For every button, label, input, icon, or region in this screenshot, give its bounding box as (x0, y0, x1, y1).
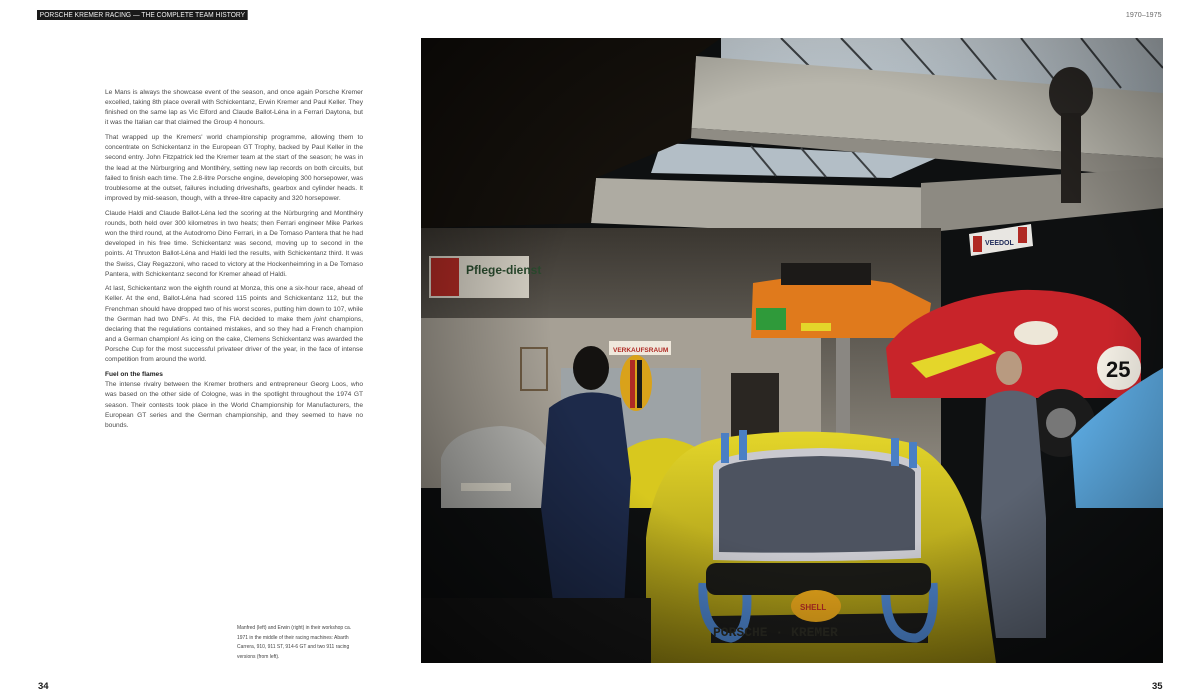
workshop-photo (421, 38, 1163, 663)
chapter-date-range: 1970–1975 (1126, 10, 1162, 19)
paragraph-monza-part2: champions, declaring that the regulations contained mistakes, and so they had a French champion and a German champion! As icing on the cake, Clemens Schickentanz was awarded the Porsche Cup for the most successful privateer driver of the year, in the face of intense competition from around the world. (105, 315, 363, 364)
page-number-left: 34 (38, 681, 49, 692)
paragraph-monza-part1: At last, Schickentanz won the eighth round at Monza, this one a six-hour race, ahead of Keller. At the end, Ballot-Léna had scored 115 points and Schickentanz 112, but the Frenchman should have dropped two of his worst scores, putting him down to 107, while the German had two DNFs. At this, the FIA decided to make them (105, 285, 363, 323)
emphasis-joint: joint (314, 315, 327, 323)
paragraph-rivalry: The intense rivalry between the Kremer brothers and entrepreneur Georg Loos, who was based on the other side of Cologne, was in the spotlight throughout the 1974 GT season. Their contests took place in the World Championship for Manufacturers, the European GT series and the German championship, and they seemed to have no bounds. (105, 381, 363, 429)
running-title: PORSCHE KREMER RACING — THE COMPLETE TEAM HISTORY (37, 10, 248, 20)
paragraph-scoring: Claude Haldi and Claude Ballot-Léna led the scoring at the Nürburgring and Montlhéry rounds, both held over 300 kilometres in two heats; then Ferrari engineer Mike Parkes won the third round, at the Autodromo Dino Ferrari, in a De Tomaso Pantera that he had developed in his free time. Schickentanz was second, moving up to second in the points. At Thruxton Ballot-Léna and Haldi led the results, with Schickentanz third. It was the Swiss, Clay Regazzoni, who raced to victory at the Hockenheimring in a De Tomaso Pantera, with Schickentanz second for Kremer ahead of Haldi. (105, 209, 363, 278)
body-text-column (105, 88, 363, 436)
workshop-photo-illustration (421, 38, 1163, 663)
page-number-right: 35 (1152, 681, 1163, 692)
paragraph-monza (105, 284, 363, 365)
paragraph-european-gt: That wrapped up the Kremers' world championship programme, allowing them to concentrate on Schickentanz in the European GT Trophy, backed by Paul Keller in the second entry. John Fitzpatrick led the Kremer team at the start of the season; he was in the lead at the Nürburgring and Montlhéry, setting new lap records on both circuits, but failed to finish each time. The 2.8-litre Porsche engine, developing 300 horsepower, was troublesome at the outset, failures including driveshafts, gearbox and cylinder heads. It improved by mid-season, though, with a three-litre capacity and 320 horsepower. (105, 134, 363, 203)
paragraph-le-mans: Le Mans is always the showcase event of the season, and once again Porsche Kremer excelled, taking 8th place overall with Schickentanz, Erwin Kremer and Paul Keller. They finished on the same lap as Vic Elford and Claude Ballot-Léna in a Ferrari Daytona, but it was the Italian car that claimed the Group 4 honours. (105, 89, 363, 127)
subheading: Fuel on the flames (105, 371, 163, 379)
photo-caption: Manfred (left) and Erwin (right) in their workshop ca. 1971 in the middle of their racing machines: Abarth Carrera, 910, 911 ST, 914-6 GT and two 911 racing versions (from left). (237, 625, 352, 660)
